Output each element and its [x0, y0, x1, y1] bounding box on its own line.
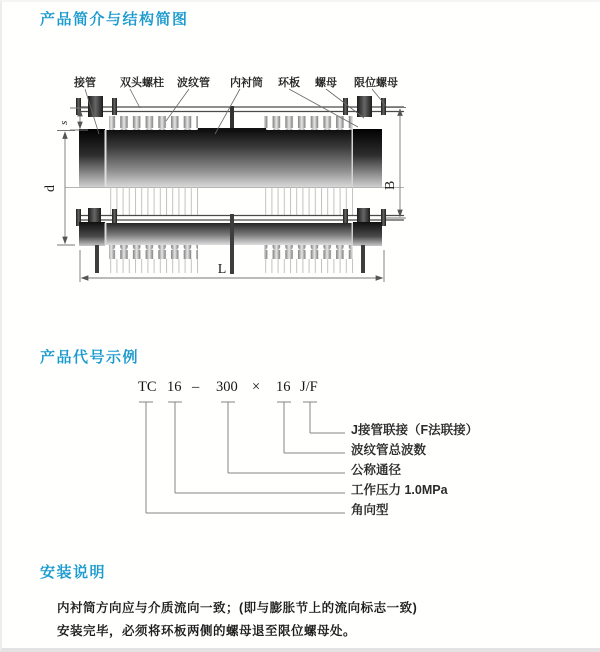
annotation-diameter: 公称通径 [351, 463, 402, 477]
dim-label-L: L [217, 262, 227, 277]
part-label-stud: 双头螺柱 [120, 77, 164, 89]
structure-diagram [42, 68, 482, 300]
install-instruction-line: 内衬筒方向应与介质流向一致；(即与膨胀节上的流向标志一致) [57, 601, 418, 615]
section-title-code: 产品代号示例 [40, 349, 140, 366]
code-seg-pressure: 16 [167, 379, 182, 395]
dim-label-B: B [383, 180, 398, 190]
annotation-pressure: 工作压力 1.0MPa [351, 483, 448, 497]
part-label-bellows: 波纹管 [177, 77, 210, 89]
section-title-intro: 产品简介与结构简图 [40, 11, 189, 28]
code-annotation-lines [132, 398, 372, 523]
expansion-joint-drawing [42, 68, 482, 300]
dimension-B [386, 108, 406, 219]
part-label-limit-nut: 限位螺母 [354, 77, 398, 89]
code-seg-diameter: 300 [216, 379, 238, 395]
dim-label-s: s [58, 120, 70, 125]
code-seg-type: TC [138, 379, 157, 395]
part-label-pipe: 接管 [74, 77, 96, 89]
part-label-ring-plate: 环板 [278, 77, 300, 89]
annotation-connection: J接管联接（F法联接） [351, 423, 479, 437]
annotation-type: 角向型 [351, 503, 389, 517]
annotation-wave-count: 波纹管总波数 [351, 443, 427, 457]
code-seg-connection: J/F [300, 379, 318, 395]
part-label-nut: 螺母 [315, 77, 337, 89]
cylinder-top [79, 128, 382, 187]
center-stud-top [230, 106, 234, 131]
part-label-liner: 内衬筒 [230, 77, 263, 89]
code-seg-dash: – [192, 379, 200, 395]
dim-label-d: d [43, 185, 58, 192]
install-instruction-line: 安装完毕，必须将环板两侧的螺母退至限位螺母处。 [57, 624, 357, 638]
code-seg-waves: 16 [276, 379, 291, 395]
code-seg-times: × [252, 379, 261, 395]
section-title-install: 安装说明 [40, 564, 107, 581]
tie-rod-bottom [77, 216, 404, 221]
part-labels [73, 75, 398, 89]
